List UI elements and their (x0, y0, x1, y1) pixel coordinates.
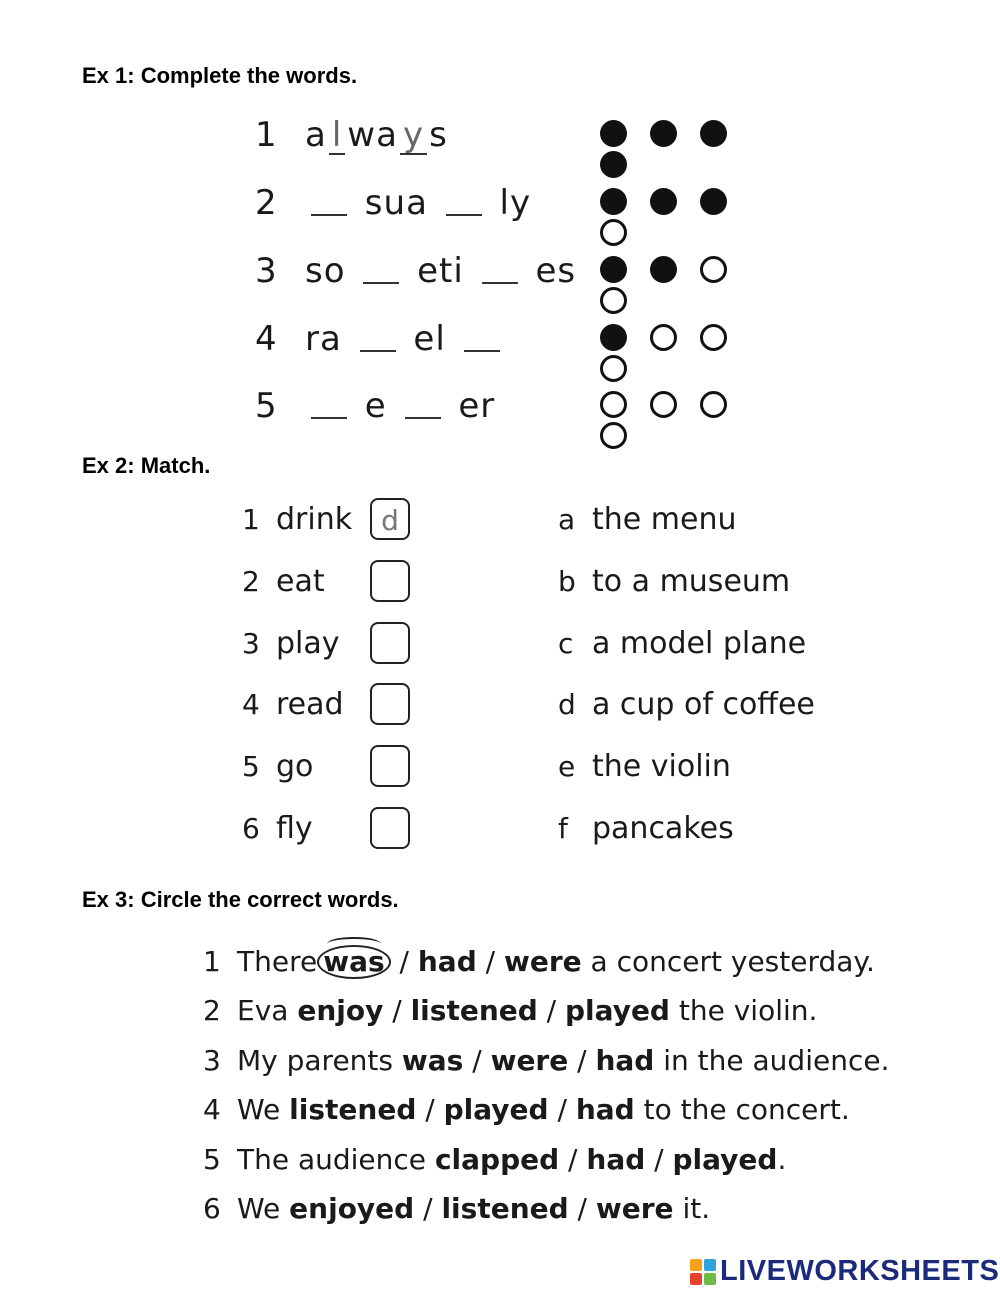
match-letter: a (558, 503, 576, 536)
logo-square-3 (690, 1273, 702, 1285)
match-answer-box[interactable] (370, 560, 410, 602)
filled-dot-icon (650, 256, 677, 283)
filled-dot-icon (600, 120, 627, 147)
sentence-number: 1 (203, 945, 221, 978)
ex1-item-number: 5 (255, 386, 277, 426)
word-option[interactable]: had (595, 1044, 655, 1077)
ex1-row (255, 314, 795, 364)
option-separator: / (568, 1192, 596, 1225)
word-option[interactable]: were (490, 1044, 569, 1077)
ex3-heading: Ex 3: Circle the correct words. (82, 887, 399, 912)
sentence-end: in the audience. (654, 1044, 890, 1077)
match-phrase: pancakes (592, 811, 734, 846)
sentence-end: a concert yesterday. (581, 945, 875, 978)
filled-letter: l (329, 117, 345, 155)
sentence-start: We (237, 1192, 290, 1225)
word-fragment: sua (353, 183, 440, 223)
frequency-dots (600, 324, 795, 386)
empty-dot-icon (600, 355, 627, 382)
sentence-end: to the concert. (634, 1093, 850, 1126)
match-letter: c (558, 627, 574, 660)
match-number: 2 (242, 565, 260, 598)
filled-dot-icon (600, 188, 627, 215)
word-option[interactable]: had (417, 945, 477, 978)
option-separator: / (548, 1093, 576, 1126)
word-option[interactable]: was (401, 1044, 464, 1077)
match-phrase: the menu (592, 502, 737, 537)
filled-dot-icon (700, 188, 727, 215)
frequency-dots (600, 256, 795, 318)
ex1-word (305, 178, 531, 228)
word-option[interactable]: played (672, 1143, 778, 1176)
option-separator: / (383, 994, 411, 1027)
empty-dot-icon (700, 324, 727, 351)
ex1-heading: Ex 1: Complete the words. (82, 63, 358, 88)
liveworksheets-logo (690, 1255, 999, 1288)
frequency-dots (600, 120, 795, 182)
match-verb: go (276, 749, 314, 784)
match-answer-box[interactable] (370, 745, 410, 787)
empty-dot-icon (700, 391, 727, 418)
word-option[interactable]: were (503, 945, 582, 978)
word-option[interactable]: had (586, 1143, 646, 1176)
frequency-dots (600, 391, 795, 453)
match-letter: f (558, 812, 568, 845)
sentence-end: the violin. (669, 994, 818, 1027)
letter-gap-input[interactable] (482, 252, 518, 284)
match-answer-box[interactable] (370, 683, 410, 725)
empty-dot-icon (600, 422, 627, 449)
sentence-number: 4 (203, 1093, 221, 1126)
match-phrase: to a museum (592, 564, 791, 599)
match-number: 5 (242, 750, 260, 783)
option-separator: / (390, 945, 418, 978)
ex1-word (305, 381, 495, 431)
word-option[interactable]: was (317, 945, 390, 979)
letter-gap-input[interactable] (311, 184, 347, 216)
filled-dot-icon (600, 151, 627, 178)
sentence-end: . (777, 1143, 787, 1176)
sentence-row (203, 940, 875, 984)
letter-gap-input[interactable] (360, 320, 396, 352)
letter-gap-input[interactable] (464, 320, 500, 352)
word-fragment: wa (347, 115, 398, 155)
sentence-number: 3 (203, 1044, 221, 1077)
ex2-heading: Ex 2: Match. (82, 453, 211, 478)
option-separator: / (568, 1044, 596, 1077)
option-separator: / (559, 1143, 587, 1176)
logo-text: LIVEWORKSHEETS (720, 1255, 1000, 1287)
sentence-start: My parents (237, 1044, 402, 1077)
word-option[interactable]: enjoy (297, 994, 384, 1027)
match-number: 6 (242, 812, 260, 845)
filled-dot-icon (650, 120, 677, 147)
filled-dot-icon (700, 120, 727, 147)
filled-letter: y (400, 117, 427, 155)
word-option[interactable]: listened (289, 1093, 417, 1126)
empty-dot-icon (600, 219, 627, 246)
sentence-start: There (237, 945, 318, 978)
logo-icon (690, 1259, 716, 1285)
match-verb: play (276, 626, 340, 661)
match-answer-box[interactable] (370, 622, 410, 664)
ex1-item-number: 4 (255, 319, 277, 359)
sentence-row (203, 989, 817, 1033)
option-separator: / (414, 1192, 442, 1225)
ex1-row (255, 246, 795, 296)
match-letter: d (558, 688, 576, 721)
ex1-word (305, 246, 576, 296)
match-phrase: the violin (592, 749, 731, 784)
match-number: 4 (242, 688, 260, 721)
filled-dot-icon (650, 188, 677, 215)
sentence-start: We (237, 1093, 290, 1126)
match-letter: b (558, 565, 576, 598)
filled-dot-icon (600, 324, 627, 351)
word-fragment: so (305, 251, 358, 291)
sentence-number: 5 (203, 1143, 221, 1176)
word-option[interactable]: listened (441, 1192, 569, 1225)
empty-dot-icon (650, 324, 677, 351)
sentence-row (203, 1138, 786, 1182)
word-option[interactable]: had (575, 1093, 635, 1126)
option-separator: / (476, 945, 504, 978)
letter-gap-input[interactable] (363, 252, 399, 284)
filled-dot-icon (600, 256, 627, 283)
match-verb: eat (276, 564, 325, 599)
empty-dot-icon (650, 391, 677, 418)
word-fragment: a (305, 115, 327, 155)
word-option[interactable]: enjoyed (289, 1192, 415, 1225)
frequency-dots (600, 188, 795, 250)
empty-dot-icon (600, 287, 627, 314)
ex1-word (305, 110, 448, 160)
match-answer-box[interactable] (370, 807, 410, 849)
sentence-row (203, 1187, 710, 1231)
empty-dot-icon (600, 391, 627, 418)
logo-square-1 (690, 1259, 702, 1271)
ex1-item-number: 2 (255, 183, 277, 223)
word-fragment: ra (305, 319, 354, 359)
word-fragment: el (401, 319, 458, 359)
match-letter: e (558, 750, 576, 783)
word-fragment: e (353, 386, 399, 426)
sentence-row (203, 1039, 889, 1083)
sentence-end: it. (673, 1192, 711, 1225)
logo-square-2 (704, 1259, 716, 1271)
option-separator: / (463, 1044, 491, 1077)
letter-gap-input[interactable] (405, 387, 441, 419)
word-fragment: ly (487, 183, 532, 223)
ex1-row (255, 178, 795, 228)
letter-gap-input[interactable] (446, 184, 482, 216)
ex1-row (255, 110, 795, 160)
logo-square-4 (704, 1273, 716, 1285)
match-number: 1 (242, 503, 260, 536)
sentence-row (203, 1088, 850, 1132)
empty-dot-icon (700, 256, 727, 283)
match-verb: read (276, 687, 344, 722)
option-separator: / (416, 1093, 444, 1126)
word-fragment: s (429, 115, 448, 155)
match-phrase: a model plane (592, 626, 807, 661)
word-fragment: er (446, 386, 496, 426)
sentence-number: 2 (203, 994, 221, 1027)
match-phrase: a cup of coffee (592, 687, 815, 722)
ex1-word (305, 314, 506, 364)
option-separator: / (645, 1143, 673, 1176)
ex1-row (255, 381, 795, 431)
option-separator: / (537, 994, 566, 1027)
match-answer-box[interactable]: d (370, 498, 410, 540)
sentence-start: The audience (237, 1143, 435, 1176)
word-option[interactable]: played (565, 994, 670, 1027)
match-number: 3 (242, 627, 260, 660)
match-verb: drink (276, 502, 353, 537)
word-option[interactable]: played (443, 1093, 549, 1126)
ex1-item-number: 1 (255, 115, 277, 155)
word-option[interactable]: listened (410, 994, 538, 1027)
ex1-item-number: 3 (255, 251, 277, 291)
match-verb: fly (276, 811, 313, 846)
word-option[interactable]: were (595, 1192, 674, 1225)
sentence-start: Eva (237, 994, 298, 1027)
word-fragment: eti (405, 251, 476, 291)
sentence-number: 6 (203, 1192, 221, 1225)
word-option[interactable]: clapped (434, 1143, 560, 1176)
letter-gap-input[interactable] (311, 387, 347, 419)
word-fragment: es (523, 251, 577, 291)
